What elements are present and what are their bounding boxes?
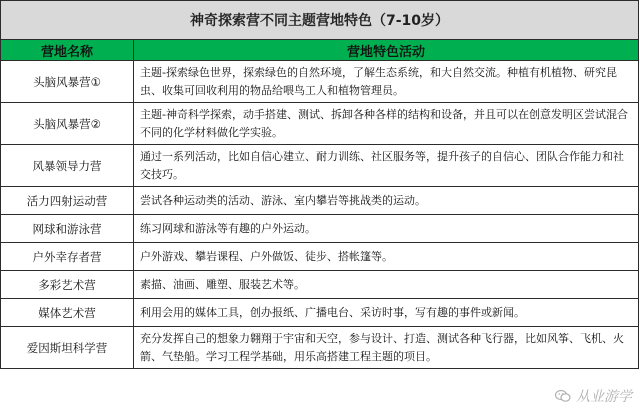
camp-activity-cell: 主题-探索绿色世界，探索绿色的自然环境，了解生态系统，和大自然交流。种植有机植物、研究昆虫、收集可回收利用的物品给喂鸟工人和植物管理员。: [134, 61, 639, 103]
camp-activity-cell: 户外游戏、攀岩课程、户外做饭、徒步、搭帐篷等。: [134, 243, 639, 271]
camp-name-cell: 爱因斯坦科学营: [1, 327, 134, 369]
camp-name-cell: 头脑风暴营①: [1, 61, 134, 103]
table-title: 神奇探索营不同主题营地特色（7-10岁）: [1, 1, 639, 40]
camp-activity-cell: 利用会用的媒体工具，创办报纸、广播电台、采访时事，写有趣的事件或新闻。: [134, 299, 639, 327]
camp-name-cell: 网球和游泳营: [1, 215, 134, 243]
table-row: [1, 271, 639, 299]
camp-activity-cell: 素描、油画、雕塑、服装艺术等。: [134, 271, 639, 299]
table-row: [1, 299, 639, 327]
table-row: [1, 145, 639, 187]
camp-activity-cell: 充分发挥自己的想象力翱翔于宇宙和天空，参与设计、打造、测试各种飞行器，比如风筝、飞机、火箭、气垫船。学习工程学基础，用乐高搭建工程主题的项目。: [134, 327, 639, 369]
camp-name-cell: 多彩艺术营: [1, 271, 134, 299]
camp-activity-cell: 主题-神奇科学探索，动手搭建、测试、拆卸各种各样的结构和设备，并且可以在创意发明区尝试混合不同的化学材料做化学实验。: [134, 103, 639, 145]
watermark: [555, 386, 632, 406]
camp-name-cell: 头脑风暴营②: [1, 103, 134, 145]
header-camp-activity: 营地特色活动: [134, 40, 639, 61]
table-row: [1, 215, 639, 243]
camp-name-cell: 活力四射运动营: [1, 187, 134, 215]
table-row: [1, 243, 639, 271]
watermark-text: 从业游学: [576, 389, 632, 405]
camp-name-cell: 媒体艺术营: [1, 299, 134, 327]
header-camp-name: 营地名称: [1, 40, 134, 61]
camp-activity-cell: 通过一系列活动，比如自信心建立、耐力训练、社区服务等，提升孩子的自信心、团队合作能力和社交技巧。: [134, 145, 639, 187]
table-row: [1, 187, 639, 215]
camp-name-cell: 风暴领导力营: [1, 145, 134, 187]
table-row: [1, 103, 639, 145]
table-row: [1, 61, 639, 103]
camp-activity-cell: 练习网球和游泳等有趣的户外运动。: [134, 215, 639, 243]
table-row: [1, 327, 639, 369]
wechat-icon: [555, 389, 571, 403]
camp-activity-cell: 尝试各种运动类的活动、游泳、室内攀岩等挑战类的运动。: [134, 187, 639, 215]
camp-name-cell: 户外幸存者营: [1, 243, 134, 271]
